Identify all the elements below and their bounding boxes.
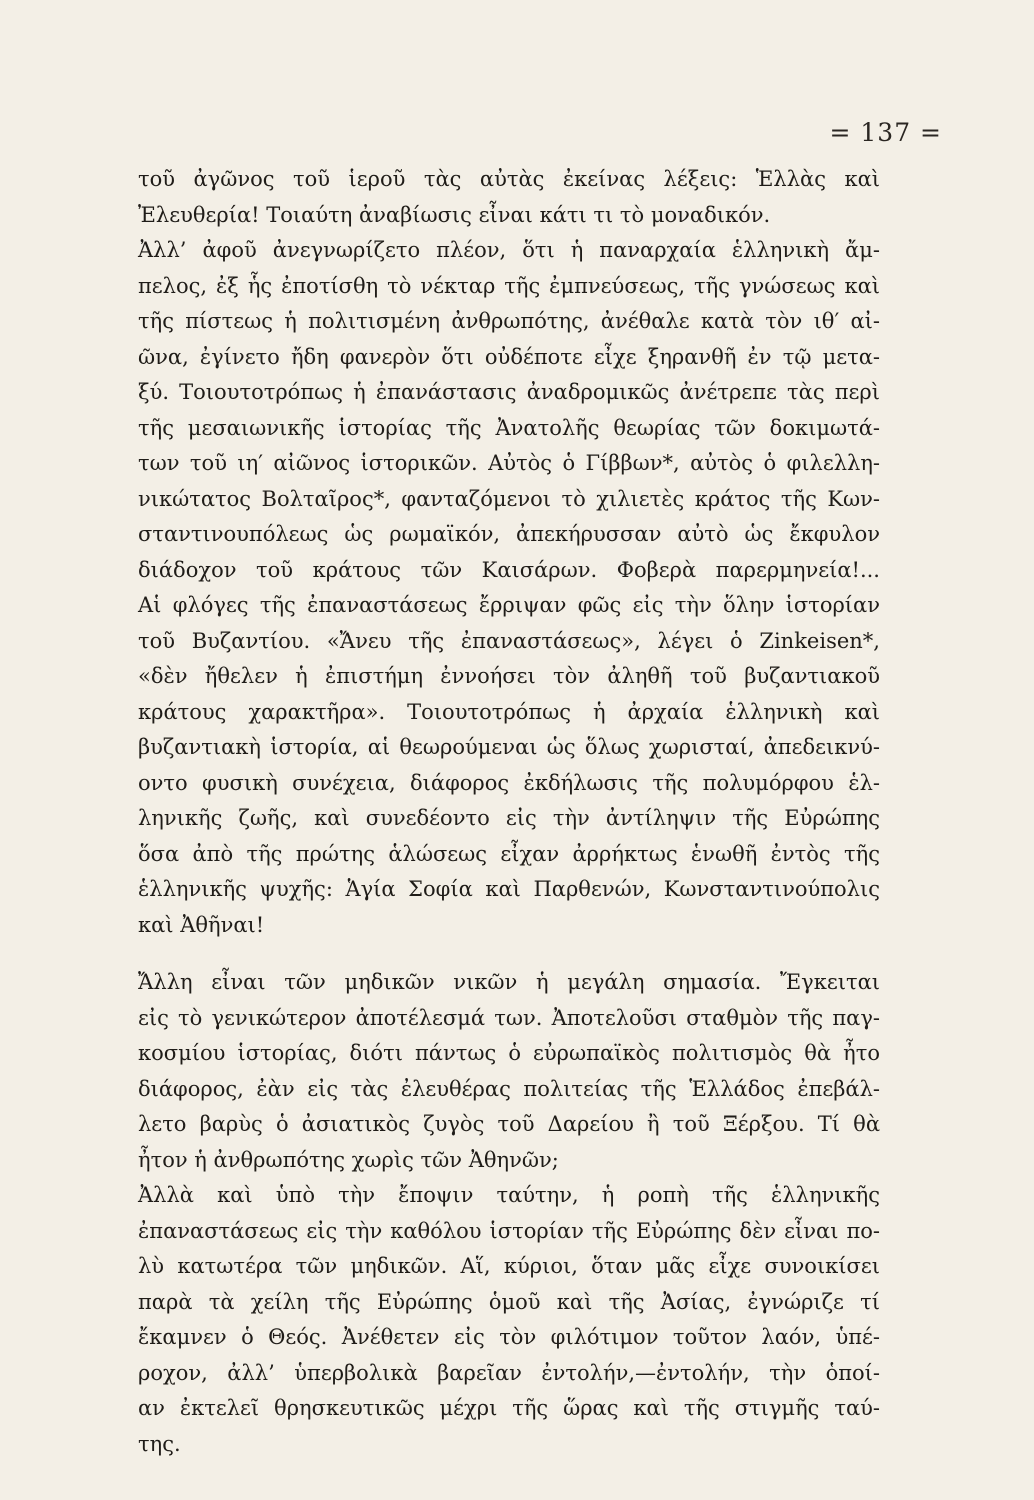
text-line: ληνικῆς ζωῆς, καὶ συνεδέοντο εἰς τὴν ἀντίληψιν τῆς Εὐρώπης [138, 806, 880, 830]
text-line: κράτους χαρακτῆρα». Τοιουτοτρόπως ἡ ἀρχαία ἑλληνικὴ καὶ [138, 699, 880, 724]
text-line: ἔκαμνεν ὁ Θεός. Ἀνέθετεν εἰς τὸν φιλότιμον τοῦτον λαόν, ὑπέ- [138, 1325, 880, 1349]
text-line: πελος, ἐξ ἧς ἐποτίσθη τὸ νέκταρ τῆς ἐμπνεύσεως, τῆς γνώσεως καὶ [138, 273, 880, 298]
paragraph [138, 965, 880, 1178]
body-text [138, 162, 880, 1462]
text-line: τοῦ Βυζαντίου. «Ἄνευ τῆς ἐπαναστάσεως», λέγει ὁ Zinkeisen*, [138, 628, 880, 653]
paragraph-spacer [138, 943, 880, 965]
text-line: λὺ κατωτέρα τῶν μηδικῶν. Αἵ, κύριοι, ὅταν μᾶς εἶχε συνοικίσει [138, 1254, 880, 1278]
page-number: = 137 = [829, 118, 942, 147]
paragraph [138, 1178, 880, 1462]
text-line: Ἄλλη εἶναι τῶν μηδικῶν νικῶν ἡ μεγάλη σημασία. Ἔγκειται [138, 970, 880, 994]
text-line: λετο βαρὺς ὁ ἀσιατικὸς ζυγὸς τοῦ Δαρείου ἢ τοῦ Ξέρξου. Τί θὰ [138, 1112, 880, 1136]
text-line: ῶνα, ἐγίνετο ἤδη φανερὸν ὅτι οὐδέποτε εἶχε ξηρανθῆ ἐν τῷ μετα- [138, 344, 880, 369]
text-line: ροχον, ἀλλ’ ὑπερβολικὰ βαρεῖαν ἐντολήν,—ἐντολήν, τὴν ὁποί- [138, 1360, 880, 1385]
text-line: Ἐλευθερία! Τοιαύτη ἀναβίωσις εἶναι κάτι τι τὸ μοναδικόν. [138, 202, 771, 227]
text-line: εἰς τὸ γενικώτερον ἀποτέλεσμά των. Ἀποτελοῦσι σταθμὸν τῆς παγ- [138, 1005, 880, 1030]
text-line: βυζαντιακὴ ἱστορία, αἱ θεωρούμεναι ὡς ὅλως χωρισταί, ἀπεδεικνύ- [138, 735, 880, 759]
text-line: οντο φυσικὴ συνέχεια, διάφορος ἐκδήλωσις τῆς πολυμόρφου ἑλ- [138, 770, 880, 795]
text-line: ξύ. Τοιουτοτρόπως ἡ ἐπανάστασις ἀναδρομικῶς ἀνέτρεπε τὰς περὶ [138, 380, 880, 404]
paragraph [138, 162, 880, 233]
text-line: ὅσα ἀπὸ τῆς πρώτης ἁλώσεως εἶχαν ἀρρήκτως ἑνωθῆ ἐντὸς τῆς [138, 841, 880, 866]
text-line: των τοῦ ιη′ αἰῶνος ἱστορικῶν. Αὐτὸς ὁ Γίββων*, αὐτὸς ὁ φιλελλη- [138, 451, 880, 475]
text-line: Ἀλλὰ καὶ ὑπὸ τὴν ἔποψιν ταύτην, ἡ ροπὴ τῆς ἑλληνικῆς [138, 1183, 880, 1207]
text-line: τῆς πίστεως ἡ πολιτισμένη ἀνθρωπότης, ἀνέθαλε κατὰ τὸν ιθ′ αἰ- [138, 309, 880, 333]
text-line: διάδοχον τοῦ κράτους τῶν Καισάρων. Φοβερὰ παρερμηνεία!... [138, 557, 880, 582]
text-line: «δὲν ἤθελεν ἡ ἐπιστήμη ἐννοήσει τὸν ἀληθῆ τοῦ βυζαντιακοῦ [138, 664, 880, 688]
text-line: παρὰ τὰ χείλη τῆς Εὐρώπης ὁμοῦ καὶ τῆς Ἀσίας, ἐγνώριζε τί [138, 1289, 880, 1314]
text-line: Ἀλλ’ ἀφοῦ ἀνεγνωρίζετο πλέον, ὅτι ἡ παναρχαία ἑλληνικὴ ἄμ- [138, 238, 880, 262]
text-line: αν ἐκτελεῖ θρησκευτικῶς μέχρι τῆς ὥρας καὶ τῆς στιγμῆς ταύ- [138, 1396, 880, 1420]
text-line: ἐπαναστάσεως εἰς τὴν καθόλου ἱστορίαν τῆς Εὐρώπης δὲν εἶναι πο- [138, 1218, 880, 1243]
text-line: σταντινουπόλεως ὡς ρωμαϊκόν, ἀπεκήρυσσαν αὐτὸ ὡς ἔκφυλον [138, 522, 880, 546]
text-line: της. [138, 1431, 181, 1456]
text-line: διάφορος, ἐὰν εἰς τὰς ἐλευθέρας πολιτείας τῆς Ἑλλάδος ἐπεβάλ- [138, 1076, 880, 1101]
text-line: τοῦ ἀγῶνος τοῦ ἱεροῦ τὰς αὐτὰς ἐκείνας λέξεις: Ἑλλὰς καὶ [138, 167, 880, 191]
text-line: ἑλληνικῆς ψυχῆς: Ἁγία Σοφία καὶ Παρθενών, Κωνσταντινούπολις [138, 877, 880, 901]
text-line: καὶ Ἀθῆναι! [138, 912, 265, 937]
paragraph [138, 233, 880, 943]
text-line: νικώτατος Βολταῖρος*, φανταζόμενοι τὸ χιλιετὲς κράτος τῆς Κων- [138, 486, 880, 511]
text-line: κοσμίου ἱστορίας, διότι πάντως ὁ εὐρωπαϊκὸς πολιτισμὸς θὰ ἦτο [138, 1041, 880, 1065]
text-line: τῆς μεσαιωνικῆς ἱστορίας τῆς Ἀνατολῆς θεωρίας τῶν δοκιμωτά- [138, 415, 880, 440]
text-line: ἦτον ἡ ἀνθρωπότης χωρὶς τῶν Ἀθηνῶν; [138, 1147, 559, 1172]
text-line: Αἱ φλόγες τῆς ἐπαναστάσεως ἔρριψαν φῶς εἰς τὴν ὅλην ἱστορίαν [138, 593, 880, 617]
